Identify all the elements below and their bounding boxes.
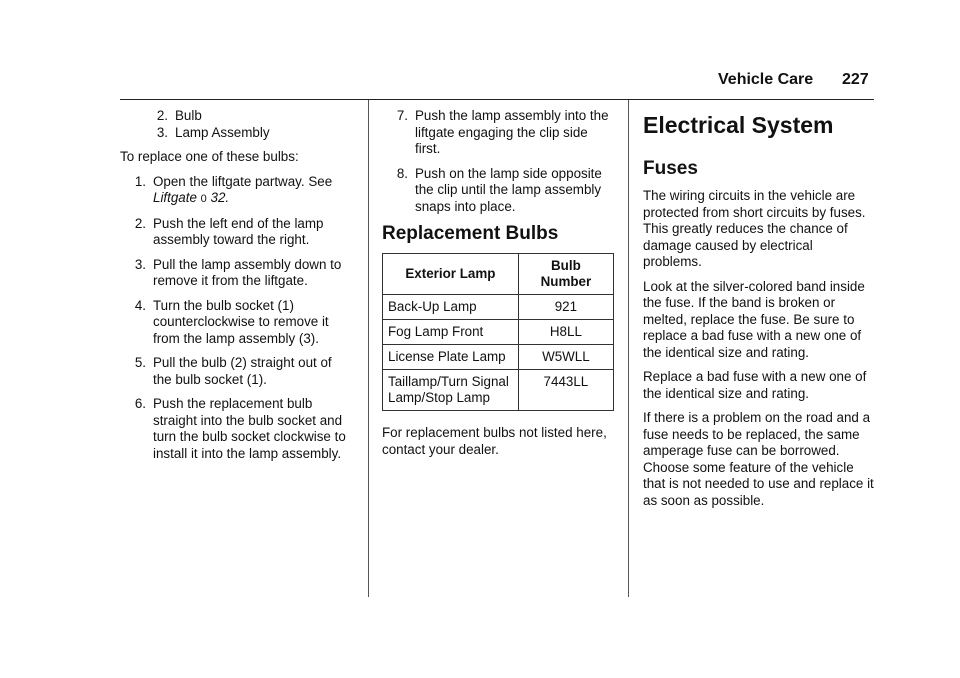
table-row [383,320,614,345]
table-row [383,295,614,320]
step-item [382,166,614,216]
step-text: Push the left end of the lamp assembly toward the right. [153,215,324,247]
step-item [120,355,352,388]
column-2 [382,108,614,466]
step-number: 3. [134,256,146,272]
list-item [120,125,352,142]
item-text: Lamp Assembly [175,124,270,140]
paragraph: Replace a bad fuse with a new one of the identical size and rating. [643,369,867,401]
step-number: 7. [396,108,408,123]
step-item [382,108,614,158]
page-number: 227 [842,71,869,88]
table-cell: 921 [518,295,613,320]
table-row [383,345,614,370]
table-cell: W5WLL [518,345,613,370]
item-text: Bulb [175,108,202,123]
table-cell: Fog Lamp Front [383,320,519,345]
item-number: 2. [156,108,168,123]
step-number: 2. [134,215,146,231]
table-cell: License Plate Lamp [383,345,519,370]
step-text: Pull the lamp assembly down to remove it from the liftgate. [153,256,342,288]
fuses-heading: Fuses [643,158,698,179]
column-divider-2 [628,100,629,597]
table-header-row [383,254,614,295]
step-text: Turn the bulb socket (1) counterclockwise to remove it from the lamp assembly (3). [153,297,329,346]
step-number: 1. [134,173,146,189]
section-title: Vehicle Care [718,71,814,88]
step-item [120,298,352,348]
column-header: Bulb Number [518,254,613,295]
paragraph: The wiring circuits in the vehicle are protected from short circuits by fuses. This greatly reduces the chance of damage caused by electrical problems. [643,188,866,269]
table-cell: 7443LL [518,370,613,411]
step-number: 4. [134,297,146,313]
step-text: Push the replacement bulb straight into the bulb socket and turn the bulb socket clockwise to install it into the lamp assembly. [153,396,346,461]
header-rule [120,99,874,100]
step-item [120,396,352,462]
table-row [383,370,614,411]
dealer-note: For replacement bulbs not listed here, contact your dealer. [382,425,607,457]
bulb-table [382,253,614,411]
column-divider-1 [368,100,369,597]
liftgate-reference-link[interactable]: Liftgate 0 32. [153,190,230,205]
intro-text: To replace one of these bulbs: [120,149,299,164]
step-item [120,257,352,290]
table-cell: Back-Up Lamp [383,295,519,320]
step-number: 6. [134,396,146,411]
step-item [120,216,352,249]
page-reference-icon: 0 [200,193,207,205]
column-3 [643,108,875,517]
step-text: Push on the lamp side opposite the clip until the lamp assembly snaps into place. [415,165,602,214]
table-cell: Taillamp/Turn Signal Lamp/Stop Lamp [383,370,519,411]
column-1 [120,108,352,470]
step-text: Open the liftgate partway. See [153,173,333,189]
step-text: Push the lamp assembly into the liftgate engaging the clip side first. [415,108,609,156]
replacement-bulbs-heading: Replacement Bulbs [382,223,559,244]
step-item [120,174,352,208]
step-text: Pull the bulb (2) straight out of the bulb socket (1). [153,355,332,387]
step-number: 8. [396,165,408,181]
column-header: Exterior Lamp [383,254,519,295]
table-cell: H8LL [518,320,613,345]
step-number: 5. [134,355,146,370]
electrical-system-heading: Electrical System [643,112,834,138]
item-number: 3. [156,124,168,140]
list-item [120,108,352,125]
paragraph: If there is a problem on the road and a fuse needs to be replaced, the same amperage fuse can be borrowed. Choose some feature of the vehicle that is not needed to use and replace it as soon as possible. [643,410,874,508]
paragraph: Look at the silver-colored band inside the fuse. If the band is broken or melted, replace the fuse. Be sure to replace a bad fuse with a new one of the identical size and rating. [643,278,865,360]
